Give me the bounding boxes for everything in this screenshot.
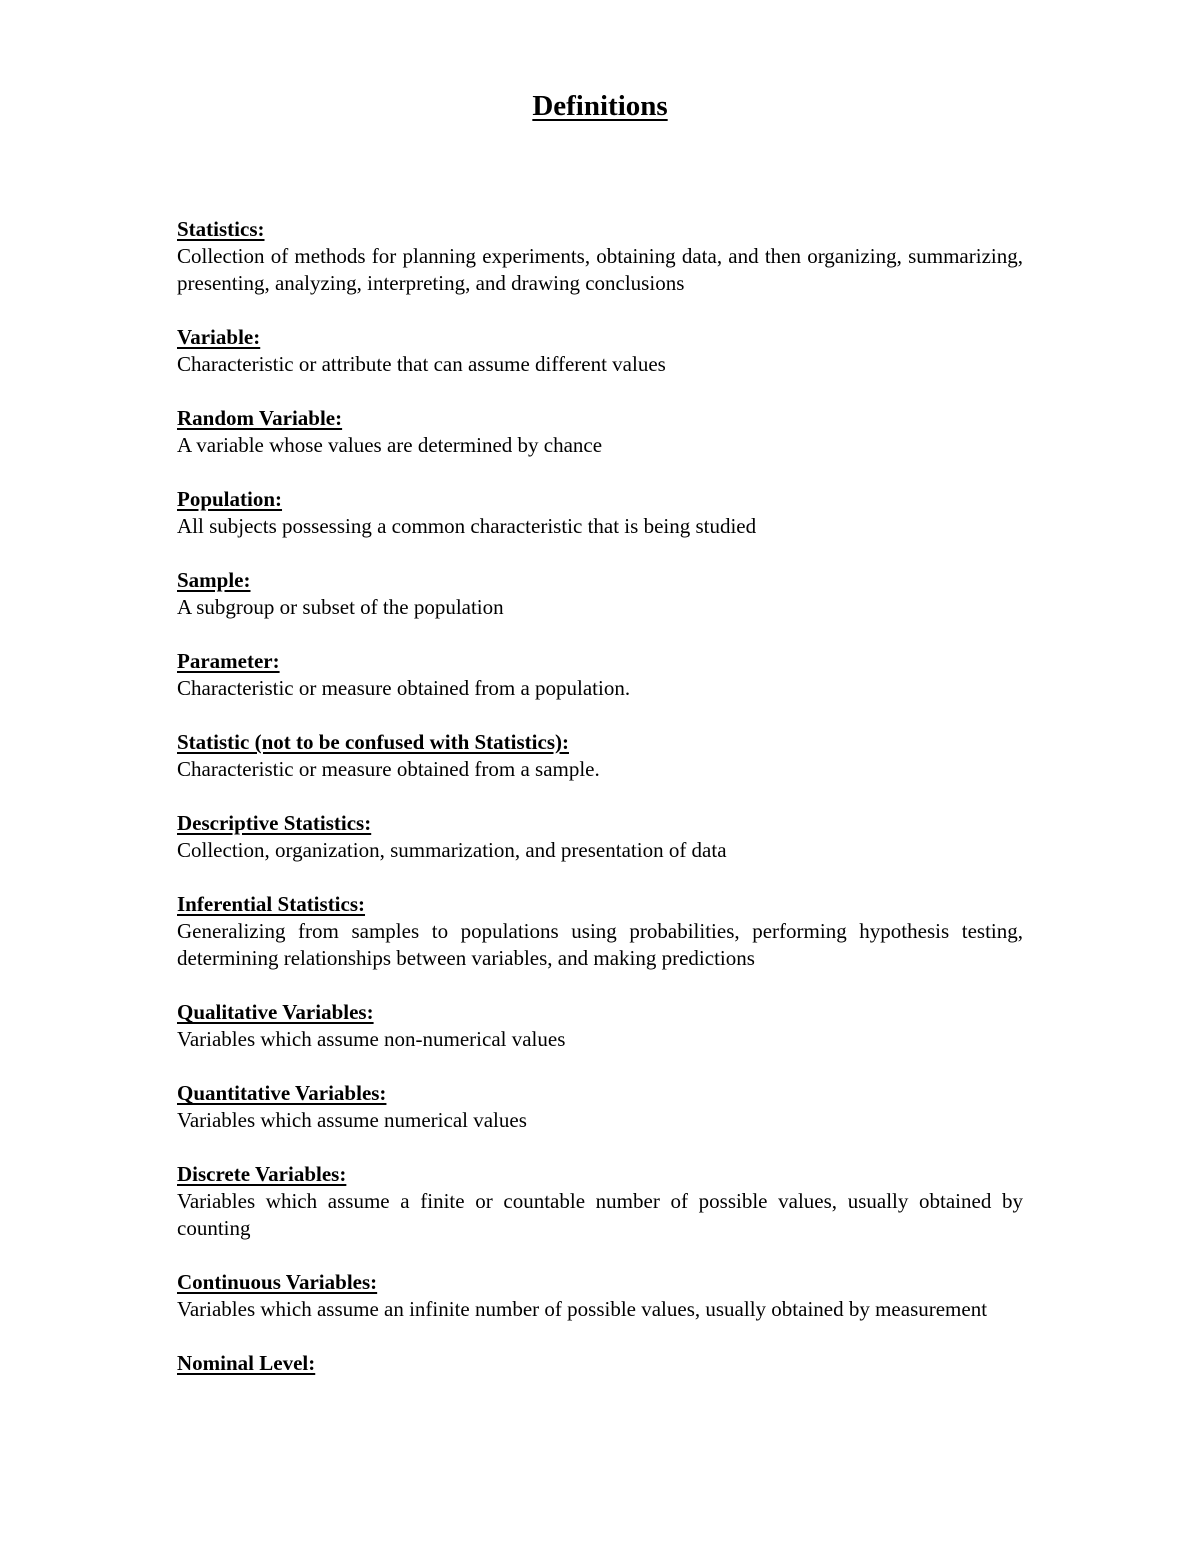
- definition-term: Statistic (not to be confused with Statistics):: [177, 730, 569, 754]
- definition-entry: [177, 648, 1023, 702]
- definition-text: Characteristic or measure obtained from a sample.: [177, 757, 600, 781]
- definition-term: Nominal Level:: [177, 1351, 316, 1375]
- definition-term: Variable:: [177, 325, 261, 349]
- page-title: Definitions: [532, 90, 668, 122]
- definition-term: Population:: [177, 487, 283, 511]
- definition-term: Sample:: [177, 568, 251, 592]
- definition-term: Parameter:: [177, 649, 280, 673]
- definition-term: Quantitative Variables:: [177, 1081, 387, 1105]
- definitions-list: [177, 216, 1023, 1404]
- definition-text: Collection, organization, summarization, and presentation of data: [177, 838, 727, 862]
- definition-entry: [177, 1269, 1023, 1323]
- definition-text: All subjects possessing a common characteristic that is being studied: [177, 514, 757, 538]
- definition-entry: [177, 324, 1023, 378]
- definition-text: Characteristic or attribute that can assume different values: [177, 352, 666, 376]
- definition-entry: [177, 1080, 1023, 1134]
- definition-text: Variables which assume non-numerical values: [177, 1027, 566, 1051]
- definition-term: Descriptive Statistics:: [177, 811, 372, 835]
- definition-term: Discrete Variables:: [177, 1162, 347, 1186]
- definition-text: Collection of methods for planning experiments, obtaining data, and then organizing, summarizing, presenting, analyzing, interpreting, and drawing conclusions: [177, 244, 1023, 295]
- definition-text: Variables which assume a finite or countable number of possible values, usually obtained by counting: [177, 1189, 1023, 1240]
- definition-text: Variables which assume an infinite number of possible values, usually obtained by measurement: [177, 1297, 988, 1321]
- definition-entry: [177, 1161, 1023, 1242]
- definition-entry: [177, 810, 1023, 864]
- definition-text: Characteristic or measure obtained from a population.: [177, 676, 631, 700]
- definition-term: Inferential Statistics:: [177, 892, 366, 916]
- definition-text: Variables which assume numerical values: [177, 1108, 527, 1132]
- definition-term: Qualitative Variables:: [177, 1000, 374, 1024]
- definition-entry: [177, 1350, 1023, 1377]
- definition-entry: [177, 729, 1023, 783]
- definition-entry: [177, 405, 1023, 459]
- definition-entry: [177, 567, 1023, 621]
- definition-entry: [177, 891, 1023, 972]
- definition-entry: [177, 216, 1023, 297]
- definition-text: Generalizing from samples to populations using probabilities, performing hypothesis testing, determining relationships between variables, and making predictions: [177, 919, 1023, 970]
- definition-entry: [177, 486, 1023, 540]
- definition-term: Random Variable:: [177, 406, 343, 430]
- definition-entry: [177, 999, 1023, 1053]
- definition-text: A subgroup or subset of the population: [177, 595, 504, 619]
- definition-term: Continuous Variables:: [177, 1270, 378, 1294]
- definition-text: A variable whose values are determined by chance: [177, 433, 603, 457]
- definition-term: Statistics:: [177, 217, 265, 241]
